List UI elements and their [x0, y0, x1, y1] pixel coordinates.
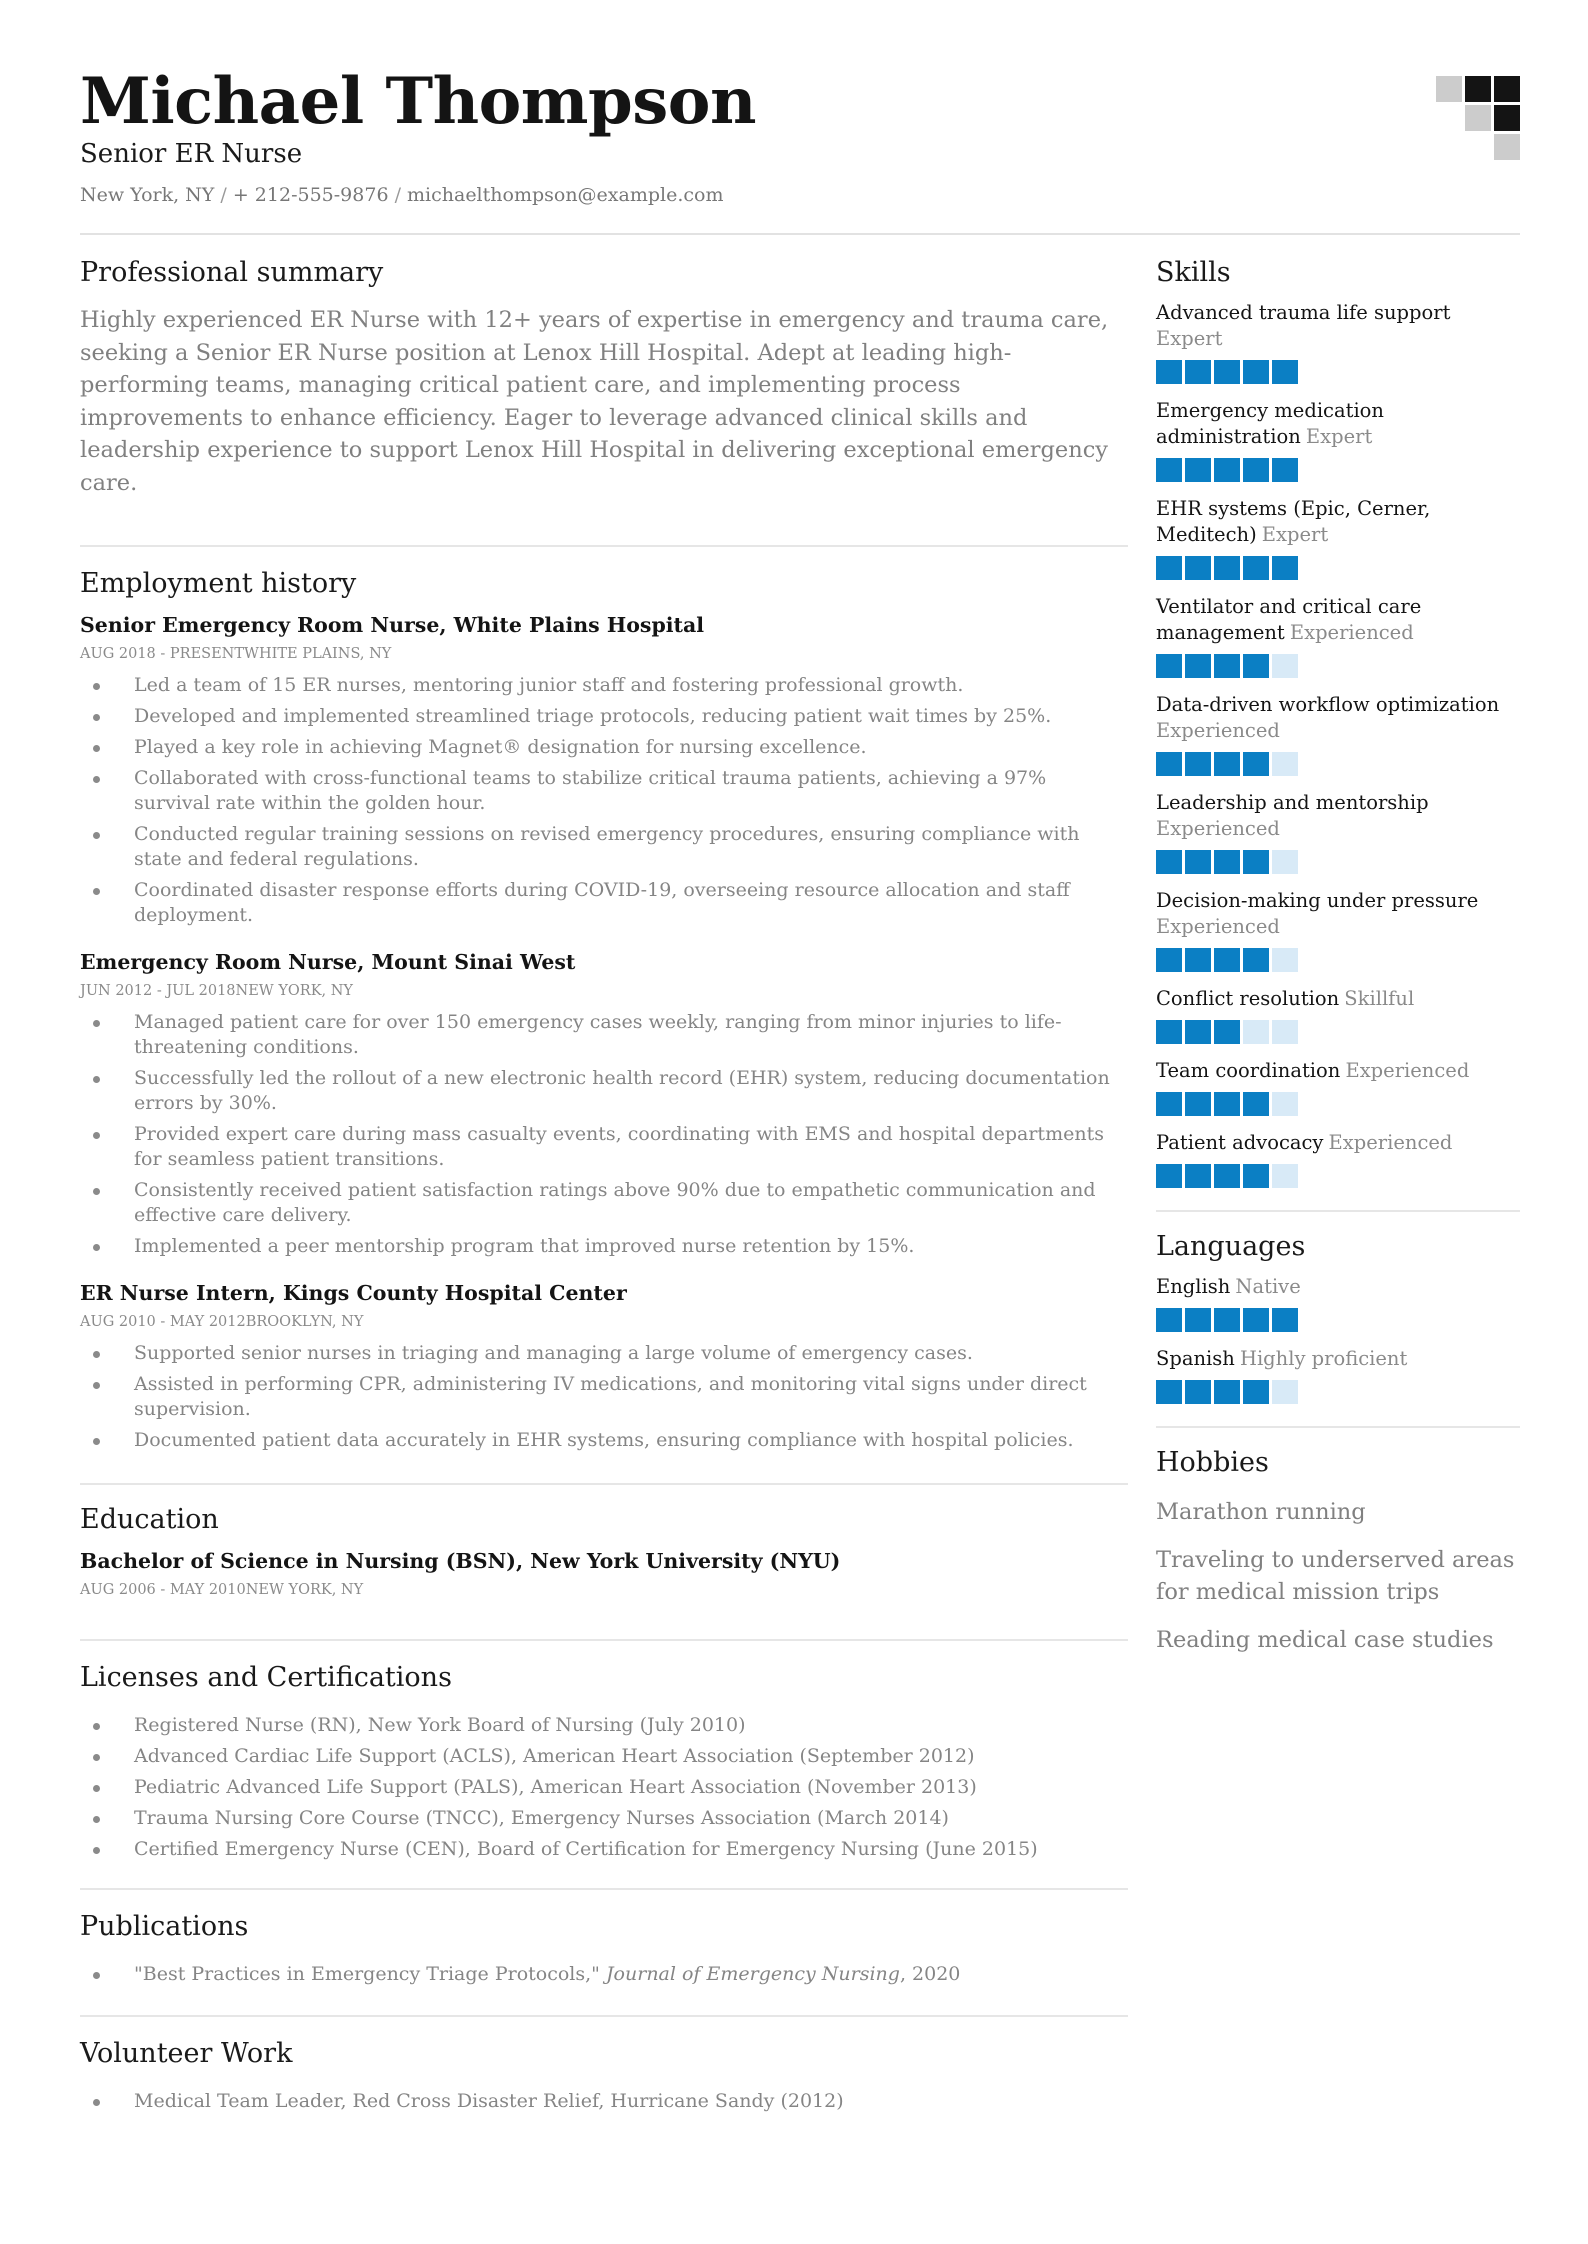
bullet-dot-icon — [93, 1351, 100, 1358]
contact-email: michaelthompson@example.com — [407, 184, 724, 206]
rating-segment — [1272, 556, 1298, 580]
rating-segment — [1185, 654, 1211, 678]
licenses-section — [80, 1641, 1128, 1862]
list-item-text: Documented patient data accurately in EHR systems, ensuring compliance with hospital policies. — [134, 1429, 1074, 1451]
date-location — [80, 643, 1128, 665]
list-item-text: Certified Emergency Nurse (CEN), Board of Certification for Emergency Nursing (June 2015) — [134, 1838, 1038, 1860]
list-item — [80, 1806, 1128, 1831]
candidate-title: Senior ER Nurse — [80, 139, 303, 169]
publication-year: , 2020 — [899, 1963, 961, 1985]
rating-segment — [1272, 654, 1298, 678]
rating-segment — [1243, 654, 1269, 678]
list-item — [80, 2089, 1128, 2114]
language-item — [1156, 1274, 1520, 1332]
sidebar-column — [1156, 256, 1520, 1672]
logo-square — [1494, 76, 1520, 102]
rating-segment — [1185, 850, 1211, 874]
rating-segment — [1243, 752, 1269, 776]
list-item — [80, 1341, 1128, 1366]
contact-separator: / — [388, 184, 408, 206]
skill-level: Experienced — [1156, 817, 1280, 840]
summary-section — [80, 256, 1128, 499]
job-entry — [80, 948, 1128, 1259]
volunteer-section — [80, 2017, 1128, 2114]
skill-label — [1156, 496, 1520, 548]
job-bullets — [80, 1010, 1128, 1259]
rating-segment — [1185, 360, 1211, 384]
rating-segment — [1214, 458, 1240, 482]
rating-segment — [1156, 458, 1182, 482]
section-heading: Employment history — [80, 568, 357, 599]
skill-name: Decision-making under pressure — [1156, 889, 1479, 912]
skill-name: EHR systems (Epic, Cerner, Meditech) — [1156, 497, 1431, 546]
skill-label — [1156, 300, 1520, 352]
rating-segment — [1156, 1092, 1182, 1116]
rating-segment — [1214, 1164, 1240, 1188]
skill-item — [1156, 594, 1520, 678]
date-location — [80, 1579, 1128, 1601]
rating-segment — [1214, 360, 1240, 384]
contact-phone: + 212-555-9876 — [232, 184, 389, 206]
bullet-dot-icon — [93, 745, 100, 752]
bullet-dot-icon — [93, 1132, 100, 1139]
skills-list — [1156, 300, 1520, 1188]
list-item — [80, 1837, 1128, 1862]
section-heading: Skills — [1156, 257, 1231, 288]
list-item — [80, 1713, 1128, 1738]
skill-level: Native — [1235, 1275, 1301, 1298]
list-item — [80, 704, 1128, 729]
list-item — [80, 1234, 1128, 1259]
skill-level: Experienced — [1345, 1059, 1470, 1082]
skill-label — [1156, 398, 1520, 450]
licenses-list — [80, 1713, 1128, 1862]
rating-segment — [1156, 654, 1182, 678]
list-item-text: Developed and implemented streamlined triage protocols, reducing patient wait times by 25%. — [134, 705, 1052, 727]
bullet-dot-icon — [93, 1076, 100, 1083]
skills-section — [1156, 256, 1520, 1188]
skill-label — [1156, 692, 1520, 744]
rating-segment — [1156, 850, 1182, 874]
list-item-text: Trauma Nursing Core Course (TNCC), Emergency Nurses Association (March 2014) — [134, 1807, 949, 1829]
rating-segment — [1243, 1308, 1269, 1332]
skill-name: Team coordination — [1156, 1059, 1341, 1082]
skill-name: English — [1156, 1275, 1231, 1298]
rating-bar — [1156, 850, 1520, 874]
rating-bar — [1156, 1164, 1520, 1188]
candidate-name: Michael Thompson — [80, 64, 756, 139]
bullet-dot-icon — [93, 1723, 100, 1730]
rating-segment — [1156, 556, 1182, 580]
date-range: JUN 2012 - JUL 2018 — [80, 983, 236, 999]
rating-segment — [1185, 1020, 1211, 1044]
job-title: Emergency Room Nurse, Mount Sinai West — [80, 950, 576, 974]
list-item-text: Successfully led the rollout of a new electronic health record (EHR) system, reducing documentation errors by 30%. — [134, 1067, 1110, 1114]
list-item — [80, 1122, 1128, 1172]
rating-bar — [1156, 1092, 1520, 1116]
list-item-text: Registered Nurse (RN), New York Board of Nursing (July 2010) — [134, 1714, 746, 1736]
rating-bar — [1156, 458, 1520, 482]
publications-list — [80, 1962, 1128, 1987]
location: BROOKLYN, NY — [245, 1314, 364, 1330]
skill-label — [1156, 1346, 1520, 1372]
contact-line — [80, 182, 723, 208]
skill-item — [1156, 790, 1520, 874]
rating-segment — [1243, 1020, 1269, 1044]
rating-segment — [1243, 1380, 1269, 1404]
bullet-dot-icon — [93, 1244, 100, 1251]
rating-segment — [1185, 458, 1211, 482]
section-heading: Volunteer Work — [80, 2038, 293, 2069]
job-title: Senior Emergency Room Nurse, White Plains Hospital — [80, 613, 705, 637]
rating-bar — [1156, 556, 1520, 580]
section-heading: Professional summary — [80, 257, 384, 288]
skill-level: Experienced — [1156, 719, 1280, 742]
list-item-text: Conducted regular training sessions on revised emergency procedures, ensuring compliance with state and federal regulations. — [134, 823, 1080, 870]
skill-item — [1156, 1130, 1520, 1188]
skill-level: Expert — [1261, 523, 1329, 546]
bullet-dot-icon — [93, 1816, 100, 1823]
rating-segment — [1214, 850, 1240, 874]
list-item-text: Pediatric Advanced Life Support (PALS), American Heart Association (November 2013) — [134, 1776, 977, 1798]
logo-square — [1465, 76, 1491, 102]
list-item — [80, 1775, 1128, 1800]
skill-item — [1156, 300, 1520, 384]
skill-level: Experienced — [1328, 1131, 1453, 1154]
location: WHITE PLAINS, NY — [244, 646, 392, 662]
rating-segment — [1156, 752, 1182, 776]
employment-section — [80, 547, 1128, 1453]
languages-section — [1156, 1212, 1520, 1404]
skill-name: Spanish — [1156, 1347, 1235, 1370]
list-item — [80, 1428, 1128, 1453]
brand-logo-icon — [1436, 76, 1520, 160]
rating-bar — [1156, 1020, 1520, 1044]
hobbies-list — [1156, 1496, 1520, 1656]
list-item-text: Managed patient care for over 150 emergency cases weekly, ranging from minor injuries to life-threatening conditions. — [134, 1011, 1062, 1058]
list-item — [80, 822, 1128, 872]
list-item-text: Consistently received patient satisfaction ratings above 90% due to empathetic communication and effective care delivery. — [134, 1179, 1096, 1226]
rating-segment — [1243, 556, 1269, 580]
skill-label — [1156, 790, 1520, 842]
section-heading: Licenses and Certifications — [80, 1662, 452, 1693]
rating-segment — [1272, 850, 1298, 874]
skill-item — [1156, 986, 1520, 1044]
degree-title: Bachelor of Science in Nursing (BSN), New York University (NYU) — [80, 1549, 841, 1573]
education-section — [80, 1485, 1128, 1601]
languages-list — [1156, 1274, 1520, 1404]
job-bullets — [80, 1341, 1128, 1453]
rating-segment — [1214, 752, 1240, 776]
bullet-dot-icon — [93, 1754, 100, 1761]
skill-item — [1156, 496, 1520, 580]
skill-label — [1156, 888, 1520, 940]
rating-segment — [1243, 1092, 1269, 1116]
bullet-dot-icon — [93, 683, 100, 690]
skill-level: Experienced — [1156, 915, 1280, 938]
rating-bar — [1156, 360, 1520, 384]
main-column — [80, 256, 1128, 2120]
rating-bar — [1156, 1308, 1520, 1332]
rating-segment — [1156, 1380, 1182, 1404]
list-item-text: Coordinated disaster response efforts during COVID-19, overseeing resource allocation and staff deployment. — [134, 879, 1070, 926]
logo-square — [1436, 76, 1462, 102]
skill-name: Patient advocacy — [1156, 1131, 1324, 1154]
skill-label — [1156, 1058, 1520, 1084]
job-bullets — [80, 673, 1128, 928]
rating-segment — [1272, 752, 1298, 776]
rating-segment — [1214, 1380, 1240, 1404]
rating-segment — [1185, 1164, 1211, 1188]
rating-segment — [1185, 1308, 1211, 1332]
rating-segment — [1272, 1308, 1298, 1332]
bullet-dot-icon — [93, 1020, 100, 1027]
education-entry — [80, 1547, 1128, 1601]
list-item-text: Advanced Cardiac Life Support (ACLS), American Heart Association (September 2012) — [134, 1745, 975, 1767]
rating-bar — [1156, 1380, 1520, 1404]
logo-square — [1494, 105, 1520, 131]
section-heading: Languages — [1156, 1231, 1306, 1262]
list-item — [80, 735, 1128, 760]
date-location — [80, 980, 1128, 1002]
rating-segment — [1272, 948, 1298, 972]
skill-label — [1156, 986, 1520, 1012]
rating-segment — [1272, 1164, 1298, 1188]
list-item-text: Collaborated with cross-functional teams to stabilize critical trauma patients, achieving a 97% survival rate within the golden hour. — [134, 767, 1047, 814]
hobbies-section — [1156, 1428, 1520, 1656]
rating-segment — [1156, 1020, 1182, 1044]
rating-segment — [1156, 1308, 1182, 1332]
location: NEW YORK, NY — [235, 983, 354, 999]
rating-segment — [1156, 948, 1182, 972]
contact-separator: / — [214, 184, 233, 206]
rating-segment — [1156, 1164, 1182, 1188]
list-item — [80, 878, 1128, 928]
date-location — [80, 1311, 1128, 1333]
date-range: AUG 2010 - MAY 2012 — [80, 1314, 246, 1330]
skill-name: Conflict resolution — [1156, 987, 1340, 1010]
volunteer-list — [80, 2089, 1128, 2114]
bullet-dot-icon — [93, 776, 100, 783]
rating-segment — [1185, 1380, 1211, 1404]
education-list — [80, 1547, 1128, 1601]
rating-segment — [1214, 1020, 1240, 1044]
bullet-dot-icon — [93, 2099, 100, 2106]
job-title: ER Nurse Intern, Kings County Hospital Center — [80, 1281, 627, 1305]
rating-segment — [1243, 360, 1269, 384]
job-entry — [80, 1279, 1128, 1453]
rating-segment — [1214, 556, 1240, 580]
skill-name: Data-driven workflow optimization — [1156, 693, 1500, 716]
skill-item — [1156, 398, 1520, 482]
rating-segment — [1243, 948, 1269, 972]
skill-name: Leadership and mentorship — [1156, 791, 1429, 814]
rating-segment — [1272, 1380, 1298, 1404]
hobby-item: Reading medical case studies — [1156, 1627, 1494, 1653]
skill-level: Skillful — [1344, 987, 1415, 1010]
skill-name: Ventilator and critical care management — [1156, 595, 1422, 644]
rating-segment — [1272, 1092, 1298, 1116]
bullet-dot-icon — [93, 832, 100, 839]
job-list — [80, 611, 1128, 1453]
list-item — [80, 1372, 1128, 1422]
bullet-dot-icon — [93, 1188, 100, 1195]
hobby-item: Marathon running — [1156, 1499, 1366, 1525]
rating-segment — [1214, 1308, 1240, 1332]
logo-square — [1494, 134, 1520, 160]
rating-segment — [1272, 360, 1298, 384]
list-item — [80, 1744, 1128, 1769]
section-heading: Hobbies — [1156, 1447, 1269, 1478]
section-heading: Education — [80, 1504, 219, 1535]
list-item — [80, 766, 1128, 816]
contact-location: New York, NY — [80, 184, 215, 206]
list-item — [80, 1178, 1128, 1228]
publications-section — [80, 1890, 1128, 1987]
list-item-text: Provided expert care during mass casualty events, coordinating with EMS and hospital departments for seamless patient transitions. — [134, 1123, 1104, 1170]
skill-level: Expert — [1156, 327, 1223, 350]
bullet-dot-icon — [93, 1847, 100, 1854]
list-item-text: Played a key role in achieving Magnet® designation for nursing excellence. — [134, 736, 867, 758]
bullet-dot-icon — [93, 1438, 100, 1445]
list-item-text: Supported senior nurses in triaging and managing a large volume of emergency cases. — [134, 1342, 973, 1364]
bullet-dot-icon — [93, 1972, 100, 1979]
rating-segment — [1272, 1020, 1298, 1044]
skill-level: Highly proficient — [1239, 1347, 1408, 1370]
rating-segment — [1156, 360, 1182, 384]
date-range: AUG 2006 - MAY 2010 — [80, 1582, 246, 1598]
rating-segment — [1185, 556, 1211, 580]
rating-segment — [1272, 458, 1298, 482]
list-item — [80, 1066, 1128, 1116]
bullet-dot-icon — [93, 714, 100, 721]
skill-label — [1156, 1274, 1520, 1300]
list-item — [80, 1010, 1128, 1060]
bullet-dot-icon — [93, 1382, 100, 1389]
list-item-text: Implemented a peer mentorship program that improved nurse retention by 15%. — [134, 1235, 915, 1257]
rating-segment — [1214, 948, 1240, 972]
list-item-text: Led a team of 15 ER nurses, mentoring junior staff and fostering professional growth. — [134, 674, 964, 696]
logo-square — [1465, 105, 1491, 131]
skill-item — [1156, 888, 1520, 972]
skill-name: Emergency medication administration — [1156, 399, 1384, 448]
publication-journal: Journal of Emergency Nursing — [605, 1963, 900, 1985]
rating-bar — [1156, 752, 1520, 776]
rating-segment — [1185, 752, 1211, 776]
skill-label — [1156, 594, 1520, 646]
skill-item — [1156, 1058, 1520, 1116]
rating-segment — [1243, 1164, 1269, 1188]
skill-item — [1156, 692, 1520, 776]
job-entry — [80, 611, 1128, 928]
rating-bar — [1156, 948, 1520, 972]
skill-level: Expert — [1305, 425, 1373, 448]
language-item — [1156, 1346, 1520, 1404]
rating-segment — [1214, 1092, 1240, 1116]
header-divider — [80, 233, 1520, 235]
list-item — [80, 673, 1128, 698]
rating-segment — [1214, 654, 1240, 678]
skill-level: Experienced — [1289, 621, 1414, 644]
location: NEW YORK, NY — [245, 1582, 364, 1598]
rating-segment — [1243, 850, 1269, 874]
summary-text: Highly experienced ER Nurse with 12+ years of expertise in emergency and trauma care, seeking a Senior ER Nurse position at Lenox Hill Hospital. Adept at leading high-performing teams, managing critical patient care, and implementing process improvements to enhance efficiency. Eager to leverage advanced clinical skills and leadership experience to support Lenox Hill Hospital in delivering exceptional emergency care. — [80, 307, 1109, 496]
publication-item — [80, 1962, 1128, 1987]
bullet-dot-icon — [93, 888, 100, 895]
rating-segment — [1185, 948, 1211, 972]
skill-label — [1156, 1130, 1520, 1156]
rating-segment — [1185, 1092, 1211, 1116]
date-range: AUG 2018 - PRESENT — [80, 646, 245, 662]
bullet-dot-icon — [93, 1785, 100, 1792]
list-item-text: Medical Team Leader, Red Cross Disaster Relief, Hurricane Sandy (2012) — [134, 2090, 844, 2112]
hobby-item: Traveling to underserved areas for medical mission trips — [1156, 1547, 1515, 1605]
publication-title: "Best Practices in Emergency Triage Protocols," — [134, 1963, 600, 1985]
rating-bar — [1156, 654, 1520, 678]
list-item-text: Assisted in performing CPR, administering IV medications, and monitoring vital signs under direct supervision. — [134, 1373, 1087, 1420]
skill-name: Advanced trauma life support — [1156, 301, 1451, 324]
rating-segment — [1243, 458, 1269, 482]
section-heading: Publications — [80, 1911, 249, 1942]
